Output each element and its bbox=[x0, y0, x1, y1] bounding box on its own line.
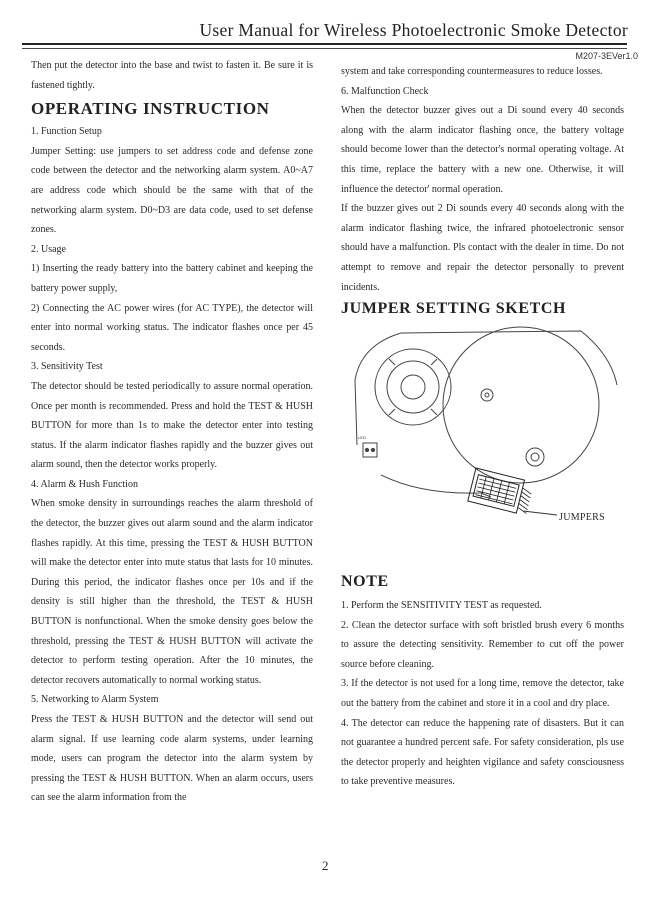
usage-item-1: 1) Inserting the ready battery into the battery cabinet and keeping the battery power supply, bbox=[31, 263, 313, 294]
usage-item-2: 2) Connecting the AC power wires (for AC TYPE), the detector will enter into normal working status. The indicator flashes once per 45 seconds. bbox=[31, 302, 313, 353]
alarm-hush-title: 4. Alarm & Hush Function bbox=[31, 478, 138, 490]
malfunction-check-title: 6. Malfunction Check bbox=[341, 85, 429, 97]
note-heading: NOTE bbox=[341, 573, 389, 590]
left-column bbox=[31, 56, 313, 808]
model-code: M207-3EVer1.0 bbox=[575, 51, 638, 61]
jumper-setting-sketch-heading: JUMPER SETTING SKETCH bbox=[341, 300, 567, 318]
page-number: 2 bbox=[322, 858, 329, 873]
jumpers-label: JUMPERS bbox=[559, 512, 606, 524]
function-setup-title: 1. Function Setup bbox=[31, 126, 102, 138]
document-header-title: User Manual for Wireless Photoelectronic Smoke Detector bbox=[199, 20, 628, 40]
note-item-2: 2. Clean the detector surface with soft bristled brush every 6 months to assure the detecting sensitivity. Remember to cut off the power source before cleaning. bbox=[341, 619, 624, 670]
sensitivity-test-text: The detector should be tested periodically to assure normal operation. Once per month is recommended. Press and hold the TEST & HUSH BUTTON for more than 1s to make the detector enter into testing status. If the alarm indicator flashes rapidly and the buzzer gives out alarm sound, then the detector works properly. bbox=[31, 380, 313, 471]
networking-title: 5. Networking to Alarm System bbox=[31, 694, 159, 706]
intro-paragraph: Then put the detector into the base and twist to fasten it. Be sure it is fastened tightly. bbox=[31, 60, 313, 91]
networking-text: Press the TEST & HUSH BUTTON and the detector will send out alarm signal. If use learning code alarm systems, under learning mode, users can program the detector into the alarm system by pressing the TEST & HUSH BUTTON. When an alarm occurs, users can see the alarm information from the bbox=[31, 714, 313, 804]
header-rule-thick bbox=[22, 43, 627, 45]
alarm-hush-text: When smoke density in surroundings reaches the alarm threshold of the detector, the buzzer gives out alarm sound and the alarm indicator flashes rapidly. At this time, pressing the TEST & HUSH BUTTON will make the detector enter into mute status that lasts for 10 minutes. During this period, the indicator flashes once per 10s and if the density is still higher than the threshold, the TEST & HUSH BUTTON is nonfunctional. When the smoke density goes below the threshold, pressing the TEST & HUSH BUTTON will activate the detector to perform testing operation. After the 10 minutes, the detector recovers automatically to normal working status. bbox=[31, 498, 313, 686]
malfunction-paragraph-1: When the detector buzzer gives out a Di sound every 40 seconds along with the alarm indicator flashing once, the battery voltage should become lower than the detector's normal operating voltage. At this time, replace the battery with a new one. Otherwise, it will influence the detector' normal operation. bbox=[341, 105, 624, 195]
networking-continuation: system and take corresponding countermeasures to reduce losses. bbox=[341, 66, 603, 77]
note-item-1: 1. Perform the SENSITIVITY TEST as requested. bbox=[341, 600, 542, 611]
usage-title: 2. Usage bbox=[31, 243, 66, 255]
operating-instruction-heading: OPERATING INSTRUCTION bbox=[31, 99, 270, 119]
sensitivity-test-title: 3. Sensitivity Test bbox=[31, 361, 103, 373]
note-section bbox=[341, 572, 624, 792]
header-rule-thin bbox=[22, 48, 627, 49]
note-item-4: 4. The detector can reduce the happening rate of disasters. But it can not guarantee a hundred percent safe. For safety consideration, pls use the detector properly and heighten vigilance and safety consciousness to take preventive measures. bbox=[341, 717, 624, 788]
malfunction-paragraph-2: If the buzzer gives out 2 Di sounds every 40 seconds along with the alarm indicator flashing twice, the infrared photoelectronic sensor should have a malfunction. Pls contact with the dealer in time. Do not attempt to remove and repair the detector personally to prevent incidents. bbox=[341, 203, 624, 293]
jumper-setting-diagram bbox=[341, 325, 624, 525]
detector-pcb-illustration bbox=[341, 325, 624, 525]
function-setup-text: Jumper Setting: use jumpers to set address code and defense zone code between the detector and the networking alarm system. A0~A7 are address code which should be the same with that of the networking alarm system. D0~D3 are data code, used to set defense zones. bbox=[31, 145, 313, 236]
svg-text:LED: LED bbox=[358, 435, 366, 441]
right-column bbox=[341, 62, 624, 525]
note-item-3: 3. If the detector is not used for a long time, remove the detector, take out the battery from the cabinet and store it in a cool and dry place. bbox=[341, 678, 624, 709]
